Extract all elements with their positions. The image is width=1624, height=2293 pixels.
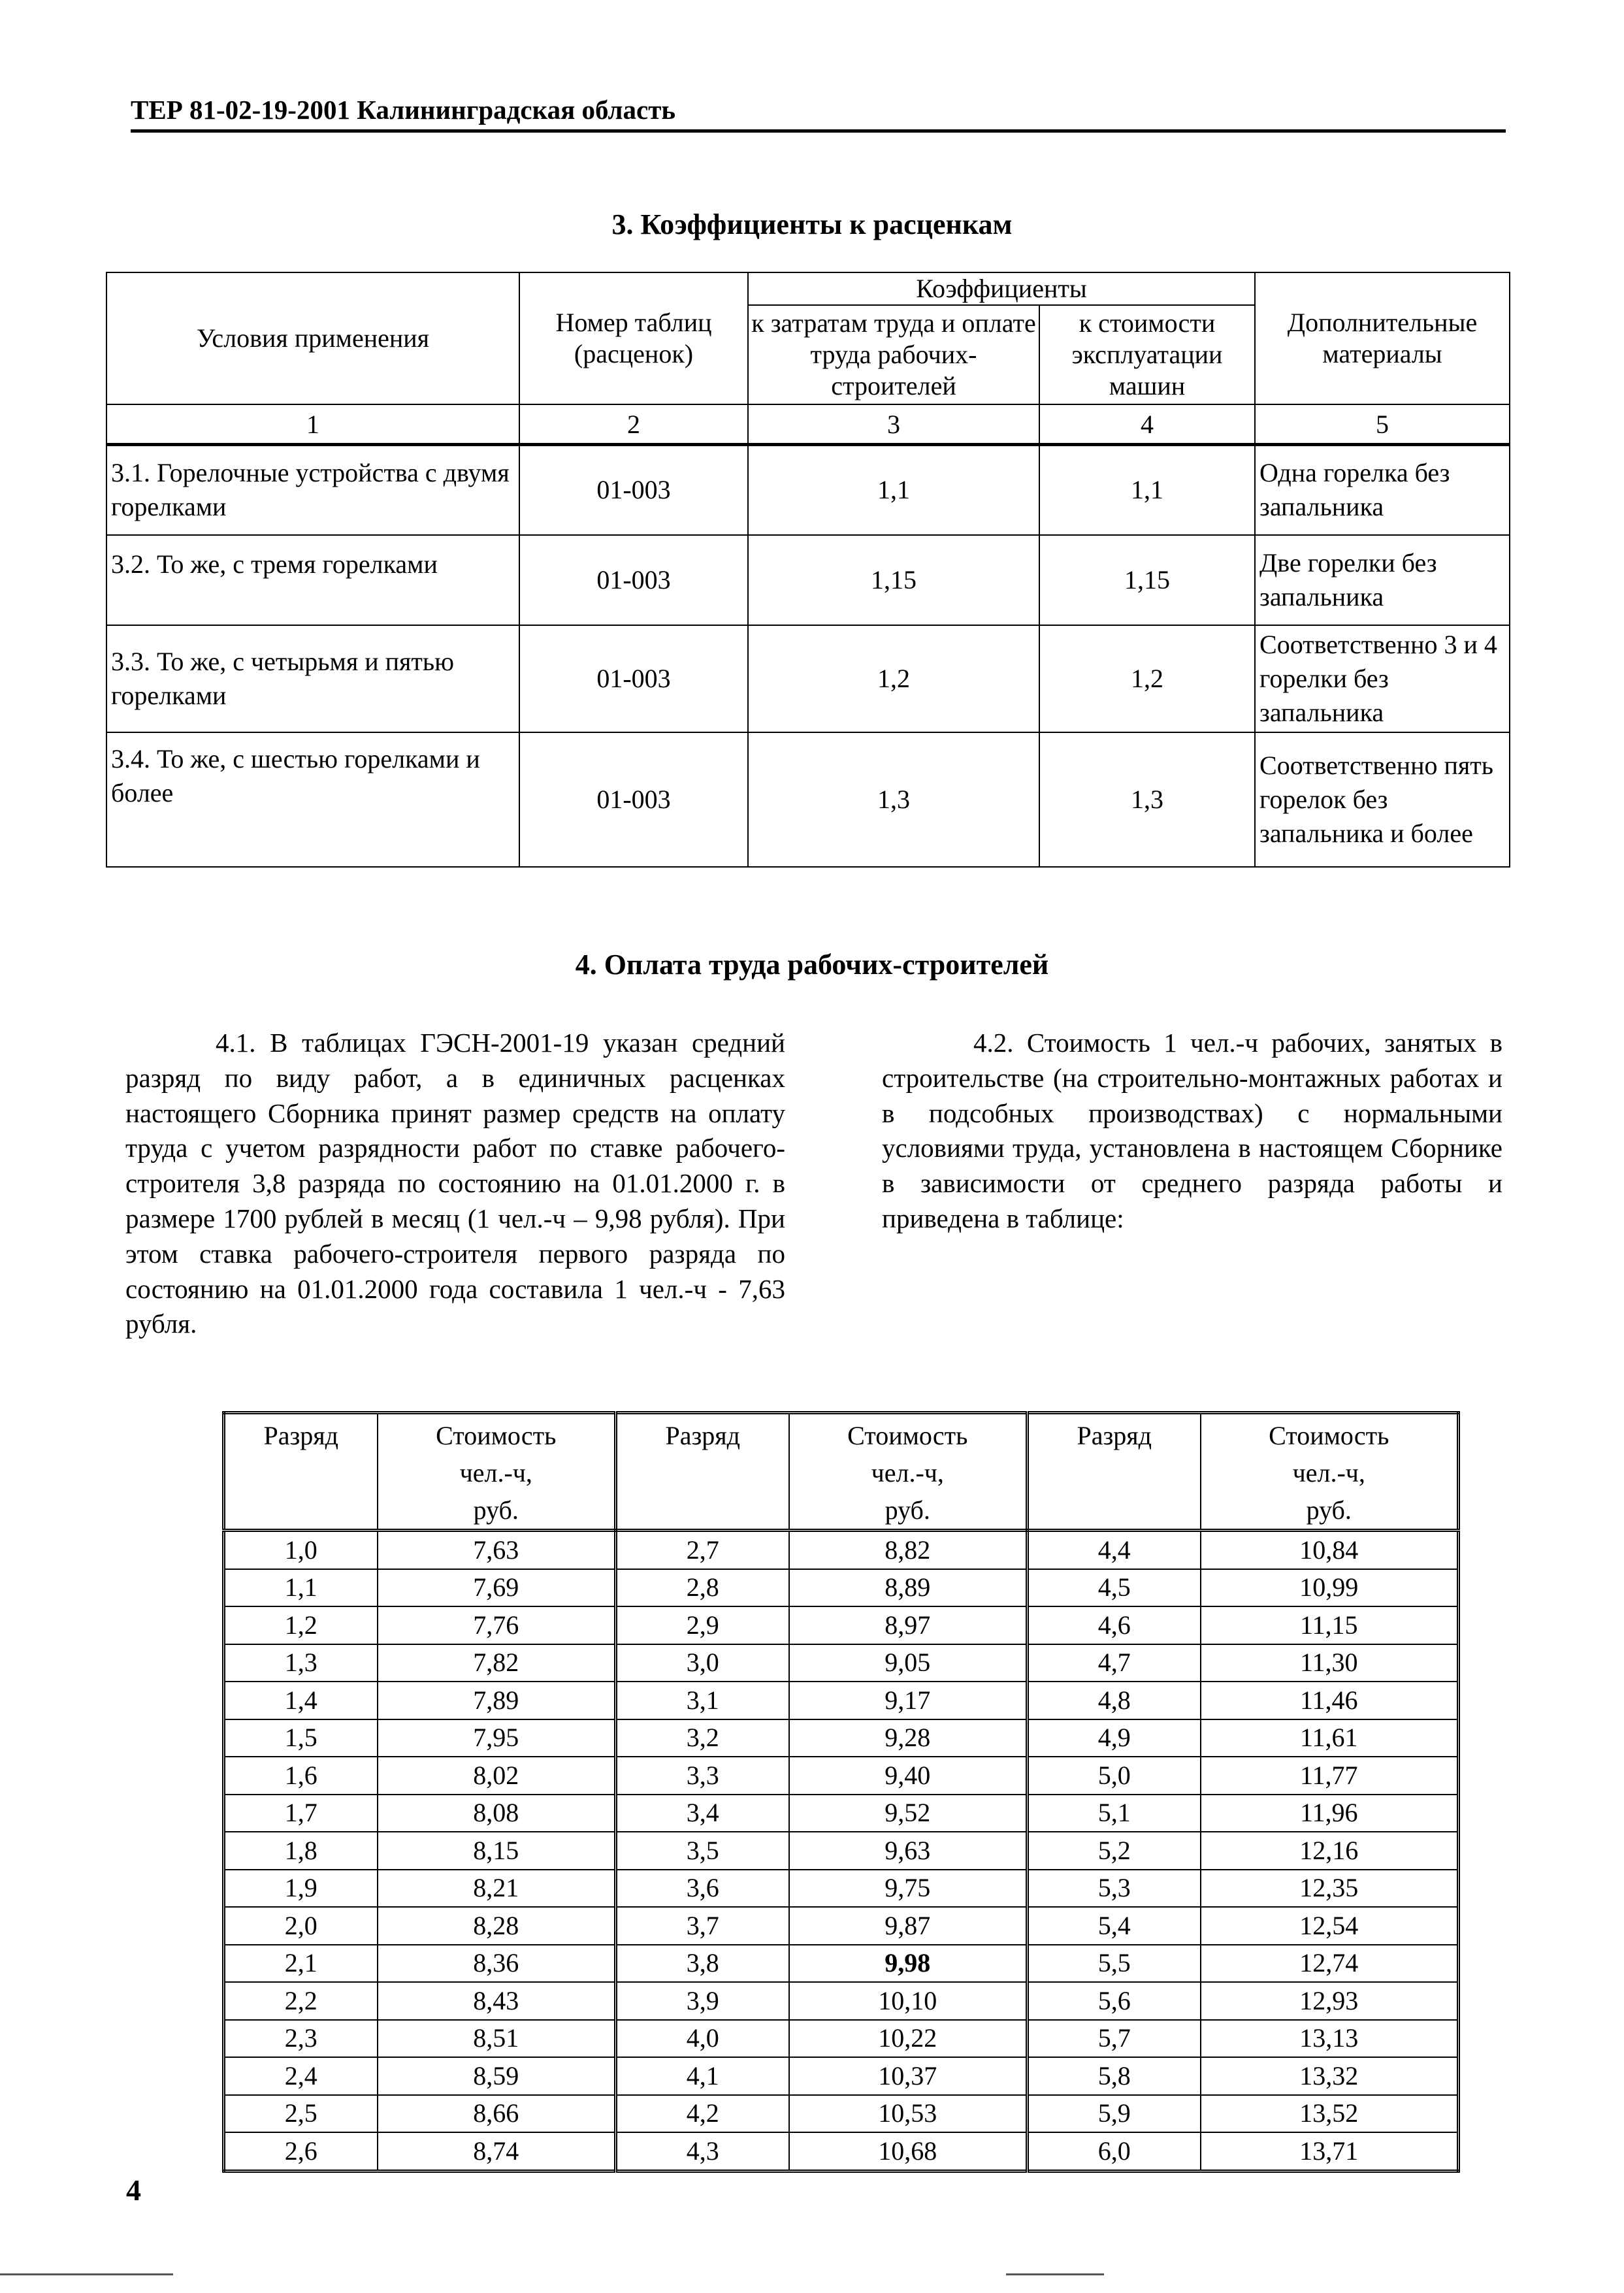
table-number-cell: 01-003 <box>519 625 748 732</box>
condition-cell: 3.1. Горелочные устройства с двумя горелками <box>106 445 519 535</box>
cost-cell: 12,16 <box>1201 1832 1459 1870</box>
table-row <box>224 1870 1459 1908</box>
grade-cell: 6,0 <box>1028 2132 1201 2171</box>
table-row <box>106 445 1510 535</box>
grade-cell: 1,4 <box>224 1682 378 1719</box>
cost-cell: 7,69 <box>378 1569 616 1607</box>
machine-coef-cell: 1,15 <box>1039 535 1255 625</box>
materials-cell: Соответственно 3 и 4 горелки без запальника <box>1255 625 1510 732</box>
grade-cell: 3,2 <box>616 1719 789 1757</box>
grade-cell: 3,0 <box>616 1644 789 1682</box>
cost-cell: 9,28 <box>789 1719 1028 1757</box>
table-row <box>224 1569 1459 1607</box>
grade-cell: 1,6 <box>224 1757 378 1795</box>
cost-cell: 8,15 <box>378 1832 616 1870</box>
grade-cell: 4,4 <box>1028 1531 1201 1569</box>
grade-cell: 5,3 <box>1028 1870 1201 1908</box>
table-row <box>224 1644 1459 1682</box>
cost-cell: 9,87 <box>789 1907 1028 1945</box>
grade-cell: 4,5 <box>1028 1569 1201 1607</box>
grade-cell: 4,6 <box>1028 1606 1201 1644</box>
cost-cell: 8,89 <box>789 1569 1028 1607</box>
grade-cell: 3,5 <box>616 1832 789 1870</box>
grade-cell: 2,6 <box>224 2132 378 2171</box>
cost-cell: 12,74 <box>1201 1945 1459 1983</box>
cost-cell: 9,40 <box>789 1757 1028 1795</box>
grade-cell: 5,9 <box>1028 2095 1201 2133</box>
table-row <box>224 1907 1459 1945</box>
grade-cell: 3,4 <box>616 1795 789 1832</box>
cost-cell: 9,52 <box>789 1795 1028 1832</box>
table-row <box>224 2132 1459 2171</box>
footer-rule <box>0 2273 173 2275</box>
header-cost-line: чел.-ч, <box>871 1458 944 1488</box>
grade-cell: 2,1 <box>224 1945 378 1983</box>
header-cost-line: Стоимость <box>847 1421 968 1450</box>
materials-cell: Соответственно пять горелок без запальника и более <box>1255 732 1510 867</box>
grade-cell: 1,8 <box>224 1832 378 1870</box>
cost-cell: 9,75 <box>789 1870 1028 1908</box>
table-row <box>224 1719 1459 1757</box>
table-row <box>224 1832 1459 1870</box>
condition-cell: 3.4. То же, с шестью горелками и более <box>106 732 519 867</box>
paragraph-4-1: 4.1. В таблицах ГЭСН-2001-19 указан средний разряд по виду работ, а в единичных расценках настоящего Сборника принят размер средств на оплату труда с учетом разрядности работ по ставке рабочего-строителя 3,8 разряда по состоянию на 01.01.2000 г. в размере 1700 рублей в месяц (1 чел.-ч – 9,98 рубля). При этом ставка рабочего-строителя первого разряда по состоянию на 01.01.2000 года составила 1 чел.-ч - 7,63 рубля. <box>125 1028 785 1339</box>
labor-coef-cell: 1,2 <box>748 625 1039 732</box>
cost-cell: 10,68 <box>789 2132 1028 2171</box>
grade-cell: 3,3 <box>616 1757 789 1795</box>
grade-cell: 5,5 <box>1028 1945 1201 1983</box>
cost-cell: 13,71 <box>1201 2132 1459 2171</box>
grade-cell: 2,9 <box>616 1606 789 1644</box>
paragraph-4-2: 4.2. Стоимость 1 чел.-ч рабочих, занятых в строительстве (на строительно-монтажных работах и в подсобных производствах) с нормальными условиями труда, установлена в настоящем Сборнике в зависимости от среднего разряда работы и приведена в таблице: <box>882 1028 1502 1233</box>
cost-cell: 12,35 <box>1201 1870 1459 1908</box>
header-grade: Разряд <box>616 1413 789 1531</box>
cost-cell: 8,02 <box>378 1757 616 1795</box>
cost-cell: 7,82 <box>378 1644 616 1682</box>
grade-cell: 5,6 <box>1028 1982 1201 2020</box>
table-row <box>224 1606 1459 1644</box>
cost-cell: 8,66 <box>378 2095 616 2133</box>
col-number: 4 <box>1039 404 1255 445</box>
grade-cell: 5,0 <box>1028 1757 1201 1795</box>
cost-cell: 10,99 <box>1201 1569 1459 1607</box>
cost-cell: 11,61 <box>1201 1719 1459 1757</box>
header-grade: Разряд <box>1028 1413 1201 1531</box>
col-header-table-number: Номер таблиц (расценок) <box>519 272 748 404</box>
cost-cell: 11,30 <box>1201 1644 1459 1682</box>
cost-cell: 11,46 <box>1201 1682 1459 1719</box>
col-number: 3 <box>748 404 1039 445</box>
cost-cell: 10,22 <box>789 2020 1028 2058</box>
header-cost-line: чел.-ч, <box>1292 1458 1365 1488</box>
table-row <box>224 1795 1459 1832</box>
cost-cell: 11,15 <box>1201 1606 1459 1644</box>
header-cost <box>378 1413 616 1531</box>
col-header-materials: Дополнительные материалы <box>1255 272 1510 404</box>
grade-cell: 5,7 <box>1028 2020 1201 2058</box>
table-row <box>224 2057 1459 2095</box>
cost-cell: 8,21 <box>378 1870 616 1908</box>
cost-cell: 8,97 <box>789 1606 1028 1644</box>
table-row <box>106 535 1510 625</box>
cost-cell: 13,52 <box>1201 2095 1459 2133</box>
header-cost-line: руб. <box>1306 1495 1352 1525</box>
col-header-conditions: Условия применения <box>106 272 519 404</box>
condition-cell: 3.2. То же, с тремя горелками <box>106 535 519 625</box>
cost-cell: 13,32 <box>1201 2057 1459 2095</box>
grade-cell: 2,2 <box>224 1982 378 2020</box>
grade-cell: 2,0 <box>224 1907 378 1945</box>
machine-coef-cell: 1,3 <box>1039 732 1255 867</box>
cost-cell: 8,28 <box>378 1907 616 1945</box>
grade-cell: 1,3 <box>224 1644 378 1682</box>
header-cost-line: Стоимость <box>1269 1421 1389 1450</box>
cost-cell: 7,63 <box>378 1531 616 1569</box>
cost-cell: 8,59 <box>378 2057 616 2095</box>
cost-cell: 11,96 <box>1201 1795 1459 1832</box>
grade-cell: 1,7 <box>224 1795 378 1832</box>
header-cost <box>1201 1413 1459 1531</box>
table-row <box>224 1682 1459 1719</box>
materials-cell: Две горелки без запальника <box>1255 535 1510 625</box>
cost-cell: 8,36 <box>378 1945 616 1983</box>
section-4-title: 4. Оплата труда рабочих-строителей <box>575 949 1049 981</box>
grade-cell: 4,3 <box>616 2132 789 2171</box>
col-number: 2 <box>519 404 748 445</box>
page-number: 4 <box>126 2173 141 2207</box>
cost-cell: 10,10 <box>789 1982 1028 2020</box>
grade-cell: 3,6 <box>616 1870 789 1908</box>
col-number: 1 <box>106 404 519 445</box>
cost-cell: 9,63 <box>789 1832 1028 1870</box>
cost-cell: 8,74 <box>378 2132 616 2171</box>
grade-cell: 5,2 <box>1028 1832 1201 1870</box>
highlighted-cost: 9,98 <box>885 1948 931 1978</box>
grade-cell: 4,7 <box>1028 1644 1201 1682</box>
table-row <box>106 732 1510 867</box>
grade-cell: 4,8 <box>1028 1682 1201 1719</box>
col-header-machines: к стоимости эксплуатации машин <box>1039 305 1255 404</box>
cost-cell: 8,82 <box>789 1531 1028 1569</box>
col-number: 5 <box>1255 404 1510 445</box>
grade-cell: 2,3 <box>224 2020 378 2058</box>
grade-cell: 4,1 <box>616 2057 789 2095</box>
cost-cell: 9,05 <box>789 1644 1028 1682</box>
coefficients-table <box>106 272 1510 868</box>
section-3-title: 3. Коэффициенты к расценкам <box>611 208 1013 240</box>
grade-cell: 1,5 <box>224 1719 378 1757</box>
header-cost-line: руб. <box>473 1495 519 1525</box>
table-number-cell: 01-003 <box>519 535 748 625</box>
col-header-labor: к затратам труда и оплате труда рабочих-строителей <box>748 305 1039 404</box>
document-header: ТЕР 81-02-19-2001 Калининградская область <box>131 95 676 125</box>
grade-cell: 2,4 <box>224 2057 378 2095</box>
condition-cell: 3.3. То же, с четырьмя и пятью горелками <box>106 625 519 732</box>
table-row <box>224 1531 1459 1569</box>
cost-cell: 8,08 <box>378 1795 616 1832</box>
cost-cell: 13,13 <box>1201 2020 1459 2058</box>
cost-cell: 7,76 <box>378 1606 616 1644</box>
grade-cell: 5,8 <box>1028 2057 1201 2095</box>
cost-cell: 9,17 <box>789 1682 1028 1719</box>
grade-cell: 1,1 <box>224 1569 378 1607</box>
header-grade: Разряд <box>224 1413 378 1531</box>
table-row <box>224 1757 1459 1795</box>
machine-coef-cell: 1,1 <box>1039 445 1255 535</box>
grade-cell: 1,9 <box>224 1870 378 1908</box>
cost-cell: 10,53 <box>789 2095 1028 2133</box>
cost-cell <box>789 1945 1028 1983</box>
header-cost-line: руб. <box>885 1495 930 1525</box>
grade-cell: 3,8 <box>616 1945 789 1983</box>
cost-cell: 8,51 <box>378 2020 616 2058</box>
labor-coef-cell: 1,3 <box>748 732 1039 867</box>
cost-cell: 7,95 <box>378 1719 616 1757</box>
header-cost <box>789 1413 1028 1531</box>
header-cost-line: Стоимость <box>436 1421 557 1450</box>
grade-cell: 3,7 <box>616 1907 789 1945</box>
col-header-coefficients: Коэффициенты <box>748 272 1255 305</box>
table-row <box>106 625 1510 732</box>
table-row <box>224 2095 1459 2133</box>
table-row <box>224 2020 1459 2058</box>
footer-rule <box>1006 2273 1104 2275</box>
table-number-cell: 01-003 <box>519 732 748 867</box>
grade-cell: 4,0 <box>616 2020 789 2058</box>
cost-cell: 8,43 <box>378 1982 616 2020</box>
header-cost-line: чел.-ч, <box>459 1458 532 1488</box>
grade-cell: 2,7 <box>616 1531 789 1569</box>
grade-cell: 4,9 <box>1028 1719 1201 1757</box>
cost-cell: 12,54 <box>1201 1907 1459 1945</box>
cost-cell: 11,77 <box>1201 1757 1459 1795</box>
grade-cell: 1,0 <box>224 1531 378 1569</box>
grade-cell: 2,8 <box>616 1569 789 1607</box>
table-number-cell: 01-003 <box>519 445 748 535</box>
grade-cell: 2,5 <box>224 2095 378 2133</box>
table-row <box>224 1945 1459 1983</box>
cost-cell: 10,84 <box>1201 1531 1459 1569</box>
cost-cell: 7,89 <box>378 1682 616 1719</box>
labor-coef-cell: 1,1 <box>748 445 1039 535</box>
grade-cell: 1,2 <box>224 1606 378 1644</box>
rate-table <box>222 1411 1460 2173</box>
grade-cell: 4,2 <box>616 2095 789 2133</box>
machine-coef-cell: 1,2 <box>1039 625 1255 732</box>
header-rule <box>131 129 1506 133</box>
materials-cell: Одна горелка без запальника <box>1255 445 1510 535</box>
cost-cell: 12,93 <box>1201 1982 1459 2020</box>
labor-coef-cell: 1,15 <box>748 535 1039 625</box>
grade-cell: 5,1 <box>1028 1795 1201 1832</box>
grade-cell: 3,9 <box>616 1982 789 2020</box>
grade-cell: 3,1 <box>616 1682 789 1719</box>
table-row <box>224 1982 1459 2020</box>
grade-cell: 5,4 <box>1028 1907 1201 1945</box>
cost-cell: 10,37 <box>789 2057 1028 2095</box>
